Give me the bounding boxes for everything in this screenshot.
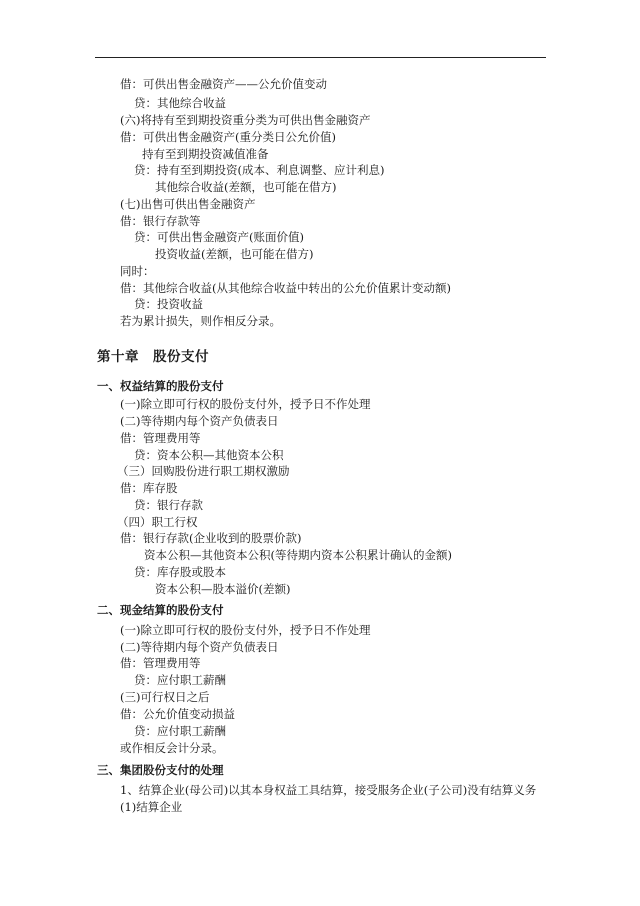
text-line: 贷：持有至到期投资(成本、利息调整、应计利息): [134, 163, 385, 177]
text-line: 贷：应付职工薪酬: [134, 724, 226, 738]
text-line: 借：其他综合收益(从其他综合收益中转出的公允价值累计变动额): [120, 281, 451, 295]
text-line: 借：银行存款(企业收到的股票价款): [120, 531, 302, 545]
text-line: 投资收益(差额，也可能在借方): [155, 247, 314, 261]
text-line: 1、结算企业(母公司)以其本身权益工具结算，接受服务企业(子公司)没有结算义务: [120, 783, 537, 797]
text-line: 其他综合收益(差额，也可能在借方): [155, 180, 337, 194]
text-line: 贷：资本公积—其他资本公积: [134, 448, 284, 462]
text-line: 资本公积—股本溢价(差额): [155, 582, 291, 596]
text-line: (二)等待期内每个资产负债表日: [120, 414, 279, 428]
text-line: 贷：应付职工薪酬: [134, 673, 226, 687]
text-line: (二)等待期内每个资产负债表日: [120, 640, 279, 654]
text-line: 同时：: [120, 264, 155, 278]
text-line: 或作相反会计分录。: [120, 741, 224, 755]
text-line: 贷：银行存款: [134, 498, 203, 512]
chapter-title: 第十章 股份支付: [97, 349, 209, 365]
text-line: 借：库存股: [120, 481, 178, 495]
text-line: 借：银行存款等: [120, 214, 201, 228]
text-line: （三）回购股份进行职工期权激励: [117, 464, 290, 478]
text-line: 贷：其他综合收益: [134, 96, 226, 110]
text-line: 贷：投资收益: [134, 297, 203, 311]
text-line: 借：可供出售金融资产——公允价值变动: [120, 77, 327, 91]
text-line: (三)可行权日之后: [120, 690, 210, 704]
text-line: （四）职工行权: [117, 515, 198, 529]
text-line: 持有至到期投资减值准备: [142, 147, 269, 161]
section-heading: 一、权益结算的股份支付: [97, 379, 224, 393]
text-line: 贷：可供出售金融资产(账面价值): [134, 230, 304, 244]
text-line: 贷：库存股或股本: [134, 565, 226, 579]
text-line: (七)出售可供出售金融资产: [120, 197, 256, 211]
text-line: 借：可供出售金融资产(重分类日公允价值): [120, 130, 336, 144]
text-line: 借：管理费用等: [120, 656, 201, 670]
text-line: (一)除立即可行权的股份支付外，授予日不作处理: [120, 397, 371, 411]
section-heading: 二、现金结算的股份支付: [97, 603, 224, 617]
text-line: 资本公积—其他资本公积(等待期内资本公积累计确认的金额): [144, 548, 452, 562]
header-rule: [95, 57, 546, 58]
text-line: (六)将持有至到期投资重分类为可供出售金融资产: [120, 113, 371, 127]
text-line: 借：公允价值变动损益: [120, 707, 235, 721]
text-line: (一)除立即可行权的股份支付外，授予日不作处理: [120, 623, 371, 637]
section-heading: 三、集团股份支付的处理: [97, 763, 224, 777]
text-line: 借：管理费用等: [120, 431, 201, 445]
text-line: (1)结算企业: [120, 800, 183, 814]
text-line: 若为累计损失，则作相反分录。: [120, 314, 281, 328]
